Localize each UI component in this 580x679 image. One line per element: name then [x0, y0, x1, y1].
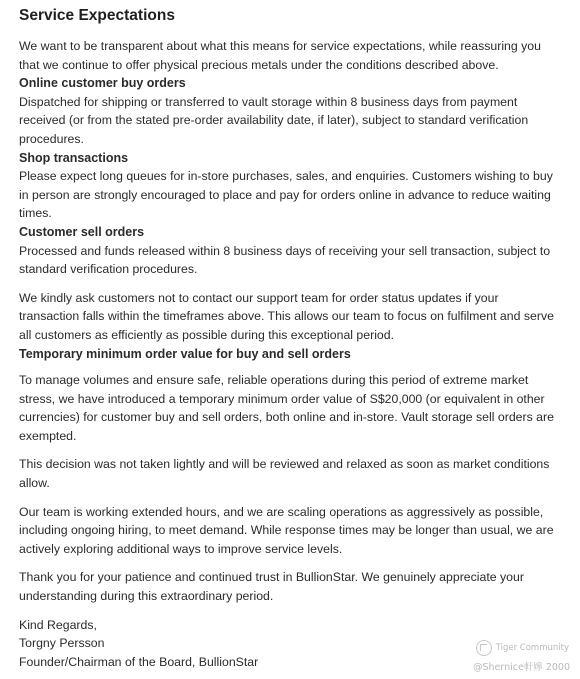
- shop-transactions-heading: Shop transactions: [19, 150, 129, 165]
- sell-orders-heading: Customer sell orders: [19, 224, 145, 239]
- support-note-paragraph: We kindly ask customers not to contact our support team for order status updates if your transaction falls within the timeframes above. This allows our team to focus on fulfilment and serve all customers as efficiently as possible during this exceptional period.: [19, 290, 554, 342]
- tiger-logo-icon: [476, 640, 492, 656]
- document: [19, 6, 559, 671]
- signoff-name: Torgny Persson: [19, 636, 105, 651]
- watermark-user: @Shernice軒嬣 2000: [472, 662, 570, 673]
- team-paragraph: Our team is working extended hours, and we are scaling operations as aggressively as possible, including ongoing hiring, to meet demand. While response times may be longer than usual, we are actively exploring additional ways to improve service levels.: [19, 504, 554, 556]
- page-title: Service Expectations: [19, 7, 175, 24]
- online-orders-body: Dispatched for shipping or transferred to vault storage within 8 business days from payment received (or from the stated pre-order availability date, if later), subject to standard verification procedures.: [19, 94, 529, 146]
- shop-transactions-body: Please expect long queues for in-store purchases, sales, and enquiries. Customers wishing to buy in person are strongly encouraged to place and pay for orders online in advance to reduce waiting times.: [19, 169, 553, 221]
- online-orders-heading: Online customer buy orders: [19, 76, 186, 91]
- signoff-role: Founder/Chairman of the Board, BullionStar: [19, 654, 259, 669]
- intro-paragraph: We want to be transparent about what this means for service expectations, while reassuring you that we continue to offer physical precious metals under the conditions described above.: [19, 39, 541, 72]
- watermark-brand: [476, 640, 569, 656]
- minimum-order-body: To manage volumes and ensure safe, reliable operations during this period of extreme market stress, we have introduced a temporary minimum order value of S$20,000 (or equivalent in other currencies) for customer buy and sell orders, both online and in-store. Vault storage sell orders are exempted.: [19, 373, 554, 443]
- sell-orders-body: Processed and funds released within 8 business days of receiving your sell transaction, subject to standard verification procedures.: [19, 243, 551, 277]
- signoff-closing: Kind Regards,: [19, 617, 97, 632]
- minimum-order-heading: Temporary minimum order value for buy and sell orders: [19, 346, 351, 361]
- decision-paragraph: This decision was not taken lightly and will be reviewed and relaxed as soon as market conditions allow.: [19, 457, 550, 491]
- watermark-brand-text: Tiger Community: [495, 643, 569, 653]
- thanks-paragraph: Thank you for your patience and continued trust in BullionStar. We genuinely appreciate your understanding during this extraordinary period.: [19, 570, 524, 604]
